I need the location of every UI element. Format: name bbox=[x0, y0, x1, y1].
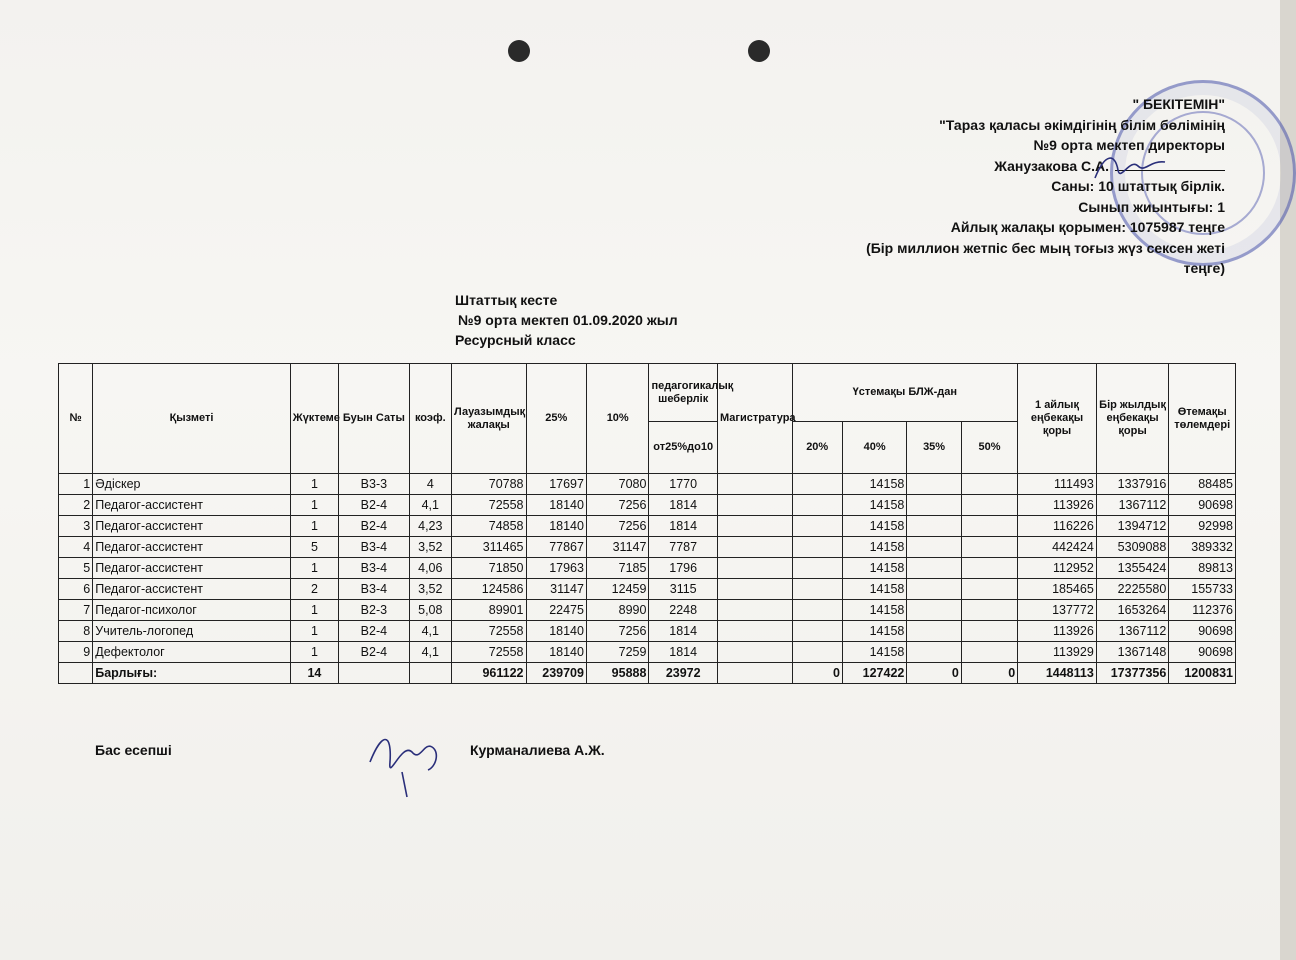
cell-load: 1 bbox=[290, 600, 338, 621]
cell-load: 5 bbox=[290, 537, 338, 558]
cell-name: Педагог-ассистент bbox=[93, 579, 291, 600]
cell-salary: 74858 bbox=[451, 516, 526, 537]
cell-no: 8 bbox=[59, 621, 93, 642]
cell-master bbox=[717, 600, 792, 621]
footer-role: Бас есепші bbox=[95, 742, 172, 758]
cell-p10: 7080 bbox=[586, 474, 648, 495]
cell-no: 5 bbox=[59, 558, 93, 579]
class-count: Сынып жиынтығы: 1 bbox=[1078, 198, 1225, 215]
cell-comp: 90698 bbox=[1169, 495, 1236, 516]
cell-salary: 72558 bbox=[451, 642, 526, 663]
cell-ped: 2248 bbox=[649, 600, 718, 621]
punch-hole-right bbox=[748, 40, 770, 62]
header-ped-sub: от25%до10 bbox=[649, 422, 718, 474]
cell-b35 bbox=[907, 537, 961, 558]
approval-director: №9 орта мектеп директоры bbox=[1033, 137, 1225, 153]
cell-p25: 77867 bbox=[526, 537, 586, 558]
cell-level: B2-4 bbox=[339, 621, 410, 642]
cell-b40: 14158 bbox=[842, 516, 906, 537]
cell-yearly: 1394712 bbox=[1096, 516, 1169, 537]
cell-b35 bbox=[907, 495, 961, 516]
cell-p10: 31147 bbox=[586, 537, 648, 558]
cell-p10: 12459 bbox=[586, 579, 648, 600]
table-row bbox=[59, 579, 1236, 600]
cell-no: 2 bbox=[59, 495, 93, 516]
cell-load: 1 bbox=[290, 621, 338, 642]
header-yearly: Бір жылдық еңбекақы қоры bbox=[1096, 364, 1169, 474]
cell-b50 bbox=[961, 621, 1017, 642]
cell-coef: 4,1 bbox=[409, 621, 451, 642]
cell-b35 bbox=[907, 474, 961, 495]
table-row bbox=[59, 495, 1236, 516]
cell-salary: 89901 bbox=[451, 600, 526, 621]
cell-master bbox=[717, 558, 792, 579]
cell-p10: 7259 bbox=[586, 642, 648, 663]
cell-b50 bbox=[961, 495, 1017, 516]
cell-b20 bbox=[792, 474, 842, 495]
cell-p10: 8990 bbox=[586, 600, 648, 621]
cell-name: Педагог-ассистент bbox=[93, 558, 291, 579]
cell-b40: 14158 bbox=[842, 558, 906, 579]
cell-ped: 1796 bbox=[649, 558, 718, 579]
cell-yearly: 5309088 bbox=[1096, 537, 1169, 558]
cell-coef: 4 bbox=[409, 474, 451, 495]
cell-coef: 3,52 bbox=[409, 579, 451, 600]
cell-b20 bbox=[792, 600, 842, 621]
document-title bbox=[455, 290, 678, 350]
cell-p25: 22475 bbox=[526, 600, 586, 621]
cell-comp: 88485 bbox=[1169, 474, 1236, 495]
total-salary: 961122 bbox=[451, 663, 526, 684]
cell-load: 1 bbox=[290, 642, 338, 663]
header-25: 25% bbox=[526, 364, 586, 474]
header-salary: Лауазымдық жалақы bbox=[451, 364, 526, 474]
cell-ped: 1770 bbox=[649, 474, 718, 495]
cell-b50 bbox=[961, 600, 1017, 621]
cell-level: B3-4 bbox=[339, 579, 410, 600]
total-b20: 0 bbox=[792, 663, 842, 684]
table-row bbox=[59, 600, 1236, 621]
cell-level: B2-4 bbox=[339, 516, 410, 537]
cell-b40: 14158 bbox=[842, 621, 906, 642]
cell-coef: 3,52 bbox=[409, 537, 451, 558]
total-monthly: 1448113 bbox=[1018, 663, 1097, 684]
cell-b50 bbox=[961, 558, 1017, 579]
cell-comp: 89813 bbox=[1169, 558, 1236, 579]
cell-coef: 4,06 bbox=[409, 558, 451, 579]
monthly-fund-words: (Бір миллион жетпіс бес мың тоғыз жүз сексен жеті bbox=[866, 239, 1225, 256]
cell-master bbox=[717, 516, 792, 537]
cell-b35 bbox=[907, 621, 961, 642]
cell-master bbox=[717, 474, 792, 495]
cell-level: B3-3 bbox=[339, 474, 410, 495]
cell-yearly: 1653264 bbox=[1096, 600, 1169, 621]
cell-level: B3-4 bbox=[339, 537, 410, 558]
cell-b40: 14158 bbox=[842, 642, 906, 663]
cell-p25: 17963 bbox=[526, 558, 586, 579]
cell-p10: 7256 bbox=[586, 621, 648, 642]
cell-name: Учитель-логопед bbox=[93, 621, 291, 642]
cell-b50 bbox=[961, 516, 1017, 537]
cell-no: 4 bbox=[59, 537, 93, 558]
header-bonus: Үстемақы БЛЖ-дан bbox=[792, 364, 1018, 422]
cell-no: 9 bbox=[59, 642, 93, 663]
cell-monthly: 113929 bbox=[1018, 642, 1097, 663]
cell-b40: 14158 bbox=[842, 579, 906, 600]
header-10: 10% bbox=[586, 364, 648, 474]
cell-b40: 14158 bbox=[842, 600, 906, 621]
title-main: Штаттық кесте bbox=[455, 292, 558, 308]
staff-count: Саны: 10 штаттық бірлік. bbox=[1051, 178, 1225, 194]
cell-salary: 71850 bbox=[451, 558, 526, 579]
cell-salary: 70788 bbox=[451, 474, 526, 495]
table-row bbox=[59, 537, 1236, 558]
cell-p25: 18140 bbox=[526, 516, 586, 537]
cell-monthly: 116226 bbox=[1018, 516, 1097, 537]
cell-name: Әдіскер bbox=[93, 474, 291, 495]
cell-master bbox=[717, 537, 792, 558]
cell-b50 bbox=[961, 474, 1017, 495]
cell-salary: 72558 bbox=[451, 495, 526, 516]
cell-level: B2-4 bbox=[339, 495, 410, 516]
cell-yearly: 2225580 bbox=[1096, 579, 1169, 600]
cell-p25: 31147 bbox=[526, 579, 586, 600]
cell-b20 bbox=[792, 516, 842, 537]
cell-master bbox=[717, 621, 792, 642]
table-row bbox=[59, 642, 1236, 663]
title-class: Ресурсный класс bbox=[455, 332, 576, 348]
cell-salary: 311465 bbox=[451, 537, 526, 558]
header-b20: 20% bbox=[792, 422, 842, 474]
cell-p25: 18140 bbox=[526, 621, 586, 642]
cell-p25: 18140 bbox=[526, 642, 586, 663]
header-load: Жүктеме bbox=[290, 364, 338, 474]
table-row bbox=[59, 516, 1236, 537]
cell-b35 bbox=[907, 516, 961, 537]
director-name: Жанузакова С.А. bbox=[994, 157, 1109, 174]
cell-ped: 3115 bbox=[649, 579, 718, 600]
cell-comp: 155733 bbox=[1169, 579, 1236, 600]
cell-b40: 14158 bbox=[842, 537, 906, 558]
table-row bbox=[59, 621, 1236, 642]
cell-ped: 7787 bbox=[649, 537, 718, 558]
cell-p10: 7256 bbox=[586, 495, 648, 516]
staff-table bbox=[58, 363, 1236, 684]
cell-master bbox=[717, 495, 792, 516]
cell-comp: 389332 bbox=[1169, 537, 1236, 558]
cell-monthly: 185465 bbox=[1018, 579, 1097, 600]
total-comp: 1200831 bbox=[1169, 663, 1236, 684]
cell-load: 1 bbox=[290, 474, 338, 495]
header-no: № bbox=[59, 364, 93, 474]
cell-b20 bbox=[792, 558, 842, 579]
cell-coef: 4,1 bbox=[409, 495, 451, 516]
cell-p25: 17697 bbox=[526, 474, 586, 495]
cell-b35 bbox=[907, 642, 961, 663]
header-master: Магистратура bbox=[717, 364, 792, 474]
cell-level: B3-4 bbox=[339, 558, 410, 579]
cell-level: B2-4 bbox=[339, 642, 410, 663]
table-row bbox=[59, 474, 1236, 495]
cell-yearly: 1367148 bbox=[1096, 642, 1169, 663]
header-b40: 40% bbox=[842, 422, 906, 474]
cell-b20 bbox=[792, 642, 842, 663]
cell-b35 bbox=[907, 558, 961, 579]
punch-hole-left bbox=[508, 40, 530, 62]
cell-b40: 14158 bbox=[842, 495, 906, 516]
total-b50: 0 bbox=[961, 663, 1017, 684]
cell-name: Педагог-ассистент bbox=[93, 516, 291, 537]
cell-no: 3 bbox=[59, 516, 93, 537]
table-body bbox=[59, 474, 1236, 663]
header-b35: 35% bbox=[907, 422, 961, 474]
cell-no: 1 bbox=[59, 474, 93, 495]
cell-yearly: 1337916 bbox=[1096, 474, 1169, 495]
cell-name: Педагог-ассистент bbox=[93, 495, 291, 516]
cell-coef: 4,23 bbox=[409, 516, 451, 537]
cell-b50 bbox=[961, 537, 1017, 558]
cell-b40: 14158 bbox=[842, 474, 906, 495]
cell-b20 bbox=[792, 537, 842, 558]
cell-coef: 4,1 bbox=[409, 642, 451, 663]
header-pedagogical: педагогикалық шеберлік bbox=[649, 364, 718, 422]
cell-monthly: 137772 bbox=[1018, 600, 1097, 621]
total-b35: 0 bbox=[907, 663, 961, 684]
cell-comp: 90698 bbox=[1169, 621, 1236, 642]
cell-load: 1 bbox=[290, 495, 338, 516]
cell-b35 bbox=[907, 579, 961, 600]
cell-load: 1 bbox=[290, 516, 338, 537]
cell-b20 bbox=[792, 495, 842, 516]
cell-b20 bbox=[792, 621, 842, 642]
total-load: 14 bbox=[290, 663, 338, 684]
footer-name: Курманалиева А.Ж. bbox=[470, 742, 605, 758]
cell-level: B2-3 bbox=[339, 600, 410, 621]
approval-org: "Тараз қаласы әкімдігінің білім бөлімінің bbox=[939, 116, 1225, 133]
cell-ped: 1814 bbox=[649, 495, 718, 516]
total-p10: 95888 bbox=[586, 663, 648, 684]
title-school-date: №9 орта мектеп 01.09.2020 жыл bbox=[458, 312, 678, 328]
cell-b20 bbox=[792, 579, 842, 600]
cell-ped: 1814 bbox=[649, 516, 718, 537]
cell-b50 bbox=[961, 642, 1017, 663]
approval-heading: " БЕКІТЕМІН" bbox=[1132, 96, 1225, 112]
cell-ped: 1814 bbox=[649, 642, 718, 663]
cell-name: Педагог-психолог bbox=[93, 600, 291, 621]
cell-monthly: 442424 bbox=[1018, 537, 1097, 558]
monthly-fund: Айлық жалақы қорымен: 1075987 теңге bbox=[950, 219, 1225, 235]
cell-yearly: 1367112 bbox=[1096, 621, 1169, 642]
table-row bbox=[59, 558, 1236, 579]
cell-master bbox=[717, 579, 792, 600]
cell-coef: 5,08 bbox=[409, 600, 451, 621]
cell-ped: 1814 bbox=[649, 621, 718, 642]
header-position: Қызметі bbox=[93, 364, 291, 474]
cell-no: 7 bbox=[59, 600, 93, 621]
header-coef: коэф. bbox=[409, 364, 451, 474]
cell-comp: 90698 bbox=[1169, 642, 1236, 663]
cell-b35 bbox=[907, 600, 961, 621]
cell-p10: 7256 bbox=[586, 516, 648, 537]
total-label: Барлығы: bbox=[93, 663, 291, 684]
cell-monthly: 113926 bbox=[1018, 495, 1097, 516]
cell-salary: 72558 bbox=[451, 621, 526, 642]
cell-master bbox=[717, 642, 792, 663]
cell-name: Дефектолог bbox=[93, 642, 291, 663]
director-signature bbox=[1090, 148, 1170, 188]
accountant-signature bbox=[362, 722, 462, 802]
total-row bbox=[59, 663, 1236, 684]
cell-monthly: 113926 bbox=[1018, 621, 1097, 642]
header-b50: 50% bbox=[961, 422, 1017, 474]
cell-yearly: 1355424 bbox=[1096, 558, 1169, 579]
total-b40: 127422 bbox=[842, 663, 906, 684]
header-level: Буын Саты bbox=[339, 364, 410, 474]
total-p25: 239709 bbox=[526, 663, 586, 684]
cell-salary: 124586 bbox=[451, 579, 526, 600]
header-comp: Өтемақы төлемдері bbox=[1169, 364, 1236, 474]
cell-yearly: 1367112 bbox=[1096, 495, 1169, 516]
cell-load: 1 bbox=[290, 558, 338, 579]
cell-comp: 112376 bbox=[1169, 600, 1236, 621]
cell-p25: 18140 bbox=[526, 495, 586, 516]
cell-monthly: 111493 bbox=[1018, 474, 1097, 495]
cell-name: Педагог-ассистент bbox=[93, 537, 291, 558]
monthly-fund-words-end: теңге) bbox=[1183, 260, 1225, 276]
cell-b50 bbox=[961, 579, 1017, 600]
total-yearly: 17377356 bbox=[1096, 663, 1169, 684]
header-monthly: 1 айлық еңбекақы қоры bbox=[1018, 364, 1097, 474]
cell-p10: 7185 bbox=[586, 558, 648, 579]
cell-monthly: 112952 bbox=[1018, 558, 1097, 579]
cell-no: 6 bbox=[59, 579, 93, 600]
total-ped: 23972 bbox=[649, 663, 718, 684]
cell-load: 2 bbox=[290, 579, 338, 600]
cell-comp: 92998 bbox=[1169, 516, 1236, 537]
